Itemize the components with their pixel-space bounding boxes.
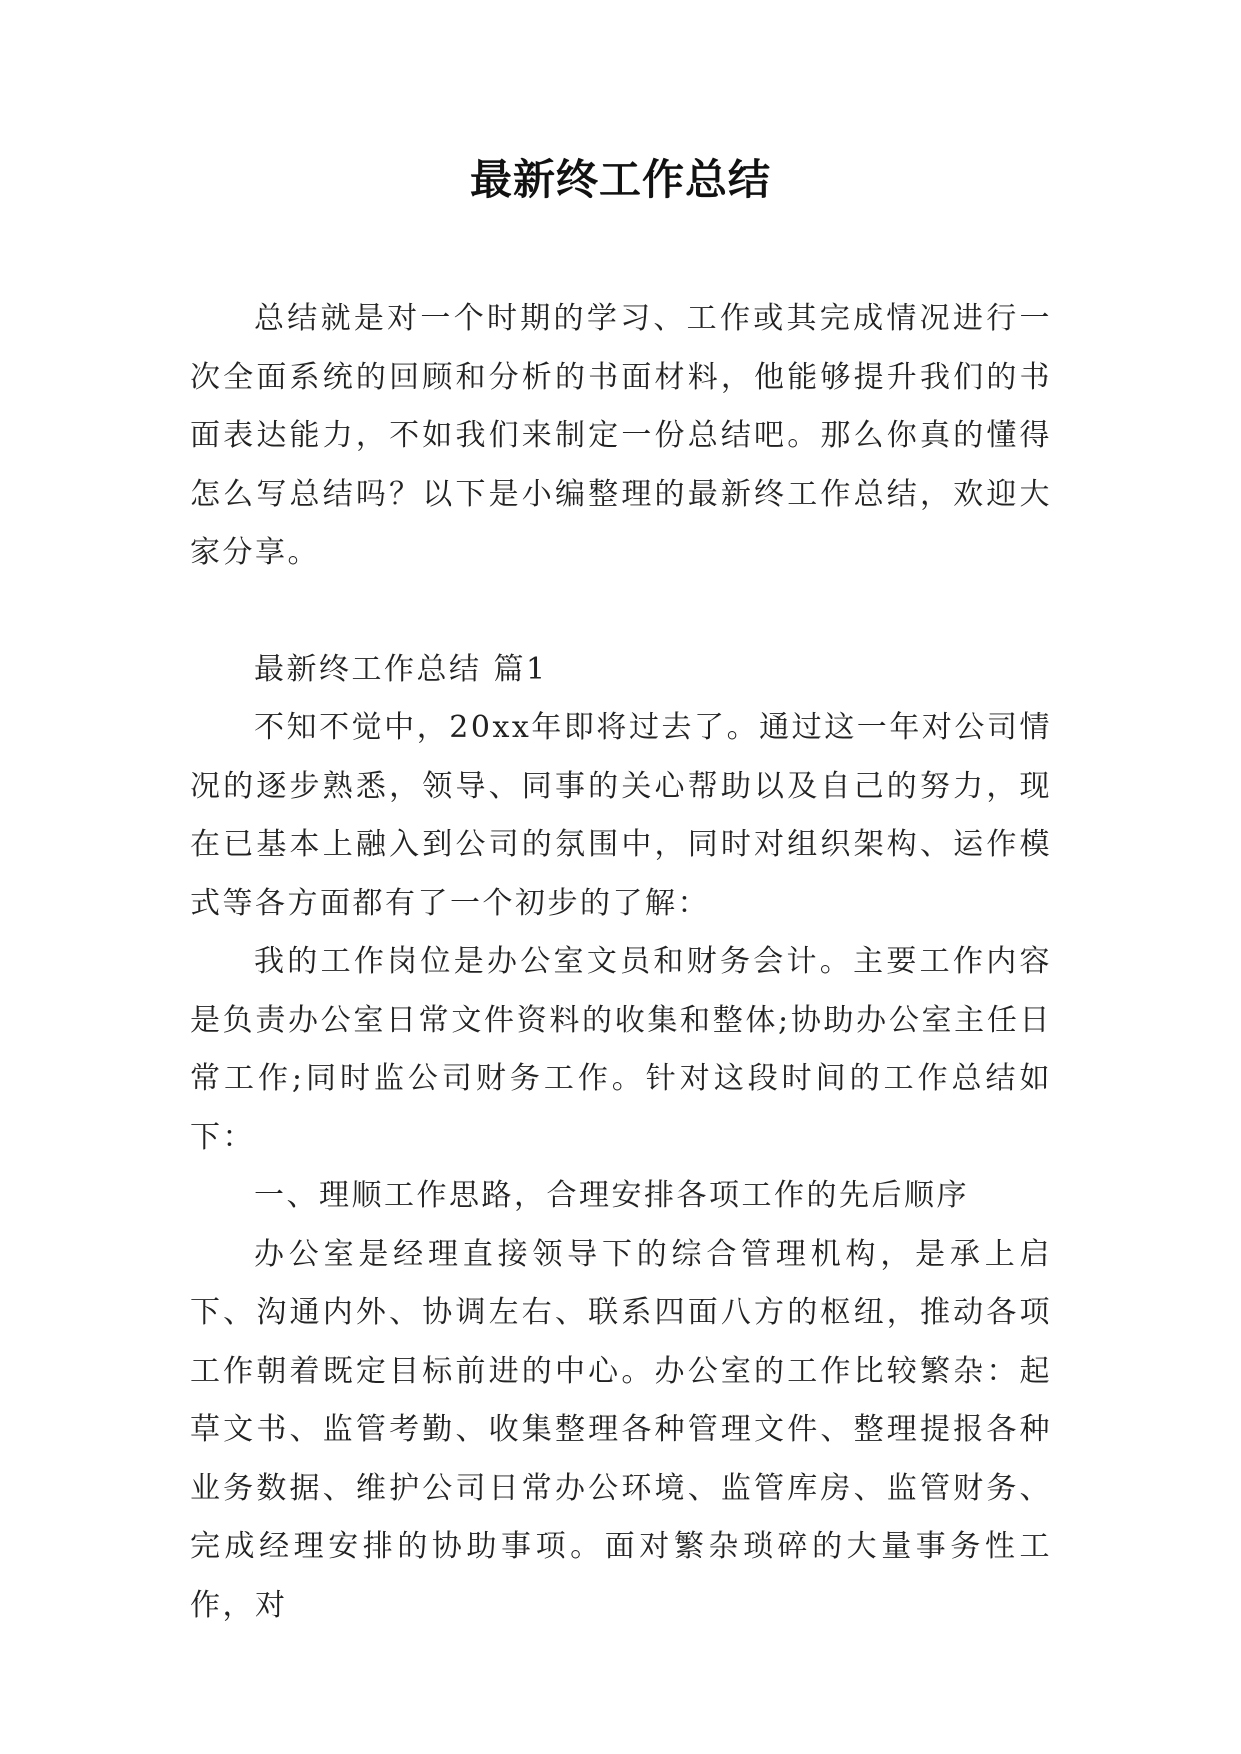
body-paragraph: 不知不觉中，20xx年即将过去了。通过这一年对公司情况的逐步熟悉，领导、同事的关心帮助以及自己的努力，现在已基本上融入到公司的氛围中，同时对组织架构、运作模式等各方面都有了一个初步的了解： <box>190 710 1052 921</box>
body-paragraph: 我的工作岗位是办公室文员和财务会计。主要工作内容是负责办公室日常文件资料的收集和整体;协助办公室主任日常工作;同时监公司财务工作。针对这段时间的工作总结如下： <box>190 944 1052 1155</box>
section-heading: 最新终工作总结 篇1 <box>254 651 548 687</box>
subsection-heading: 一、理顺工作思路，合理安排各项工作的先后顺序 <box>254 1178 969 1213</box>
intro-paragraph: 总结就是对一个时期的学习、工作或其完成情况进行一次全面系统的回顾和分析的书面材料，他能够提升我们的书面表达能力，不如我们来制定一份总结吧。那么你真的懂得怎么写总结吗？以下是小编整理的最新终工作总结，欢迎大家分享。 <box>190 301 1052 570</box>
document-body <box>190 290 1052 1635</box>
document-title: 最新终工作总结 <box>469 155 771 204</box>
body-paragraph: 办公室是经理直接领导下的综合管理机构，是承上启下、沟通内外、协调左右、联系四面八方的枢纽，推动各项工作朝着既定目标前进的中心。办公室的工作比较繁杂：起草文书、监管考勤、收集整理各种管理文件、整理提报各种业务数据、维护公司日常办公环境、监管库房、监管财务、完成经理安排的协助事项。面对繁杂琐碎的大量事务性工作，对 <box>190 1236 1052 1623</box>
